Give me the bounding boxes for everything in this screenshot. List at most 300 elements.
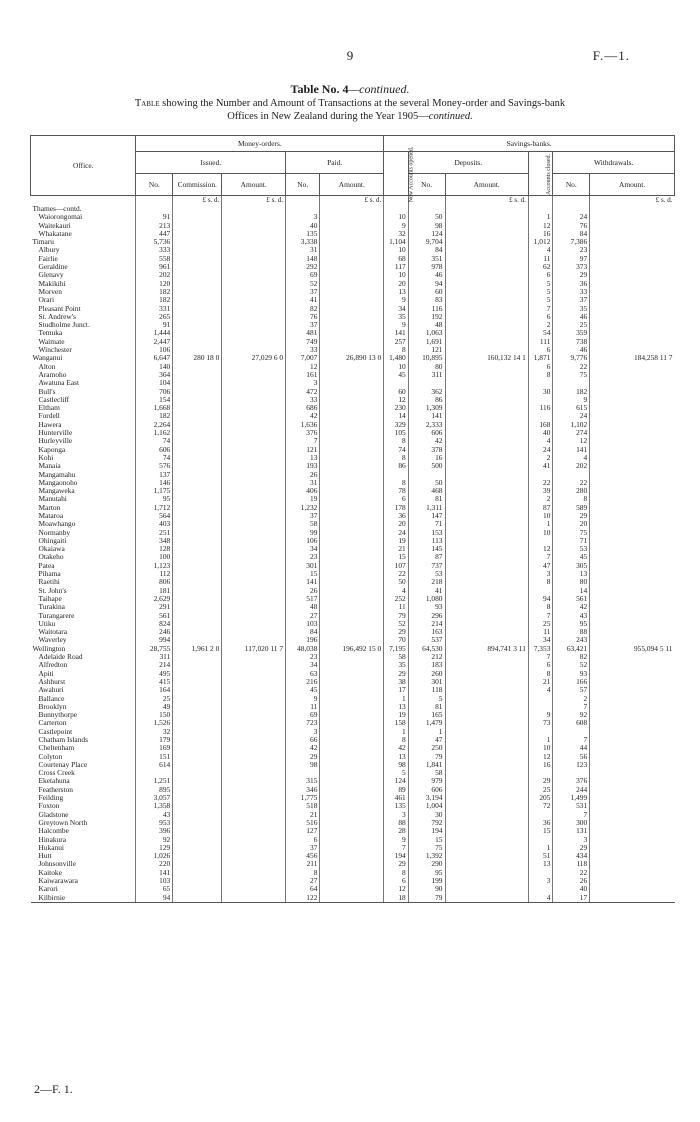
- cell-withdrawals-amount: [590, 487, 675, 495]
- cell-deposits-no: 87: [408, 553, 445, 561]
- cell-deposits-no: 3,194: [408, 794, 445, 802]
- cell-issued-no: 606: [136, 446, 173, 454]
- cell-paid-amount: [320, 852, 384, 860]
- cell-issued-no: 112: [136, 570, 173, 578]
- cell-new-accounts: 78: [384, 487, 409, 495]
- cell-office: Fordell: [38, 411, 60, 421]
- cell-paid-amount: [320, 321, 384, 329]
- cell-deposits-amount: [445, 537, 528, 545]
- cell-commission: [173, 296, 222, 304]
- cell-deposits-no: 468: [408, 487, 445, 495]
- cell-issued-amount: [222, 612, 286, 620]
- document-reference: F.—1.: [592, 48, 630, 63]
- cell-paid-no: 518: [286, 802, 320, 810]
- table-row: [31, 520, 675, 528]
- cell-commission: [173, 686, 222, 694]
- cell-withdrawals-no: 376: [553, 777, 590, 785]
- cell-withdrawals-amount: [590, 811, 675, 819]
- col-withdrawals-amount: Amount.: [590, 174, 675, 196]
- cell-accounts-closed: 73: [528, 719, 553, 727]
- cell-paid-amount: [320, 562, 384, 570]
- unit-pound: £: [655, 196, 660, 205]
- cell-new-accounts: 10: [384, 246, 409, 254]
- cell-paid-amount: [320, 802, 384, 810]
- cell-paid-amount: [320, 529, 384, 537]
- cell-deposits-no: 79: [408, 894, 445, 903]
- cell-paid-amount: [320, 255, 384, 263]
- cell-commission: [173, 753, 222, 761]
- cell-deposits-amount: [445, 371, 528, 379]
- cell-withdrawals-amount: [590, 255, 675, 263]
- cell-withdrawals-no: 1,102: [553, 421, 590, 429]
- cell-withdrawals-no: 75: [553, 371, 590, 379]
- cell-withdrawals-amount: [590, 802, 675, 810]
- cell-office: Halcombe: [38, 826, 69, 836]
- cell-deposits-amount: [445, 578, 528, 586]
- cell-issued-no: 5,736: [136, 238, 173, 246]
- cell-accounts-closed: 22: [528, 479, 553, 487]
- cell-deposits-no: 42: [408, 437, 445, 445]
- cell-paid-amount: 26,890 13 0: [320, 354, 384, 362]
- cell-paid-no: 98: [286, 761, 320, 769]
- cell-accounts-closed: 25: [528, 620, 553, 628]
- cell-issued-no: 214: [136, 661, 173, 669]
- cell-issued-no: 2,264: [136, 421, 173, 429]
- cell-deposits-amount: [445, 703, 528, 711]
- transactions-table: [30, 135, 675, 903]
- cell-paid-amount: [320, 230, 384, 238]
- cell-paid-amount: [320, 404, 384, 412]
- cell-commission: [173, 238, 222, 246]
- cell-accounts-closed: 54: [528, 329, 553, 337]
- cell-new-accounts: 35: [384, 313, 409, 321]
- cell-commission: [173, 786, 222, 794]
- cell-paid-no: 42: [286, 744, 320, 752]
- cell-new-accounts: 35: [384, 661, 409, 669]
- cell-new-accounts: 13: [384, 703, 409, 711]
- cell-withdrawals-no: 43: [553, 612, 590, 620]
- cell-deposits-no: 64,530: [408, 645, 445, 653]
- cell-withdrawals-no: 561: [553, 595, 590, 603]
- cell-paid-amount: [320, 313, 384, 321]
- cell-new-accounts: 12: [384, 396, 409, 404]
- cell-new-accounts: 10: [384, 271, 409, 279]
- cell-office: Alton: [38, 361, 56, 371]
- cell-issued-amount: [222, 479, 286, 487]
- cell-paid-no: 376: [286, 429, 320, 437]
- cell-issued-amount: [222, 404, 286, 412]
- cell-deposits-no: 79: [408, 753, 445, 761]
- cell-issued-amount: [222, 802, 286, 810]
- cell-issued-amount: [222, 313, 286, 321]
- cell-paid-amount: [320, 462, 384, 470]
- cell-deposits-no: 1,080: [408, 595, 445, 603]
- cell-withdrawals-amount: [590, 479, 675, 487]
- cell-paid-no: 37: [286, 321, 320, 329]
- cell-paid-no: 481: [286, 329, 320, 337]
- cell-issued-no: 169: [136, 744, 173, 752]
- col-withdrawals: Withdrawals.: [553, 152, 675, 174]
- cell-deposits-amount: [445, 869, 528, 877]
- cell-accounts-closed: 1: [528, 520, 553, 528]
- cell-accounts-closed: 39: [528, 487, 553, 495]
- cell-commission: [173, 628, 222, 636]
- cell-paid-amount: [320, 305, 384, 313]
- cell-commission: [173, 412, 222, 420]
- cell-withdrawals-no: 14: [553, 587, 590, 595]
- cell-office: Foxton: [38, 801, 60, 811]
- cell-issued-amount: [222, 728, 286, 736]
- cell-paid-amount: [320, 661, 384, 669]
- cell-withdrawals-no: 434: [553, 852, 590, 860]
- cell-office: Manaia: [38, 461, 61, 471]
- cell-new-accounts: 32: [384, 230, 409, 238]
- cell-issued-amount: [222, 819, 286, 827]
- cell-accounts-closed: 72: [528, 802, 553, 810]
- cell-new-accounts: 124: [384, 777, 409, 785]
- cell-paid-no: 52: [286, 280, 320, 288]
- cell-deposits-amount: [445, 462, 528, 470]
- cell-issued-no: 1,444: [136, 329, 173, 337]
- cell-commission: [173, 338, 222, 346]
- cell-deposits-no: 16: [408, 454, 445, 462]
- cell-withdrawals-no: 23: [553, 246, 590, 254]
- cell-deposits-no: 153: [408, 529, 445, 537]
- cell-commission: [173, 437, 222, 445]
- cell-accounts-closed: 168: [528, 421, 553, 429]
- cell-new-accounts: 3: [384, 811, 409, 819]
- cell-issued-amount: [222, 495, 286, 503]
- cell-issued-amount: [222, 329, 286, 337]
- table-row: [31, 645, 675, 653]
- cell-deposits-amount: [445, 471, 528, 479]
- cell-commission: [173, 703, 222, 711]
- table-row: [31, 744, 675, 752]
- cell-issued-amount: [222, 230, 286, 238]
- cell-withdrawals-amount: [590, 695, 675, 703]
- cell-issued-no: 1,668: [136, 404, 173, 412]
- cell-accounts-closed: 6: [528, 346, 553, 354]
- cell-paid-amount: [320, 811, 384, 819]
- cell-deposits-amount: [445, 396, 528, 404]
- cell-commission: [173, 462, 222, 470]
- cell-withdrawals-amount: [590, 263, 675, 271]
- cell-paid-amount: [320, 296, 384, 304]
- cell-deposits-no: 5: [408, 695, 445, 703]
- cell-office: Geraldine: [38, 262, 68, 272]
- cell-withdrawals-no: 26: [553, 877, 590, 885]
- cell-commission: [173, 711, 222, 719]
- cell-paid-amount: [320, 612, 384, 620]
- cell-withdrawals-amount: [590, 529, 675, 537]
- cell-withdrawals-amount: [590, 794, 675, 802]
- table-row: [31, 471, 675, 479]
- cell-issued-amount: [222, 388, 286, 396]
- cell-issued-no: 150: [136, 711, 173, 719]
- cell-paid-amount: [320, 537, 384, 545]
- cell-office: Kaitoke: [38, 867, 62, 877]
- table-row: [31, 504, 675, 512]
- cell-new-accounts: 42: [384, 744, 409, 752]
- col-money-orders: Money-orders.: [136, 136, 384, 152]
- cell-accounts-closed: 11: [528, 628, 553, 636]
- cell-issued-amount: [222, 379, 286, 387]
- cell-withdrawals-amount: [590, 230, 675, 238]
- cell-issued-no: 576: [136, 462, 173, 470]
- cell-deposits-amount: [445, 553, 528, 561]
- cell-withdrawals-amount: [590, 288, 675, 296]
- cell-paid-no: 34: [286, 661, 320, 669]
- cell-commission: [173, 371, 222, 379]
- cell-office: Marton: [38, 502, 61, 512]
- cell-withdrawals-amount: [590, 736, 675, 744]
- cell-paid-no: 517: [286, 595, 320, 603]
- cell-commission: [173, 728, 222, 736]
- cell-deposits-amount: [445, 587, 528, 595]
- cell-accounts-closed: 6: [528, 313, 553, 321]
- cell-accounts-closed: 8: [528, 603, 553, 611]
- cell-withdrawals-amount: [590, 545, 675, 553]
- cell-deposits-no: 141: [408, 412, 445, 420]
- cell-office: Carterton: [38, 718, 67, 728]
- cell-office: Kaiwarawara: [38, 876, 78, 886]
- cell-deposits-amount: [445, 711, 528, 719]
- cell-issued-no: 182: [136, 296, 173, 304]
- page-header: [0, 48, 700, 62]
- units-issued-amount: [222, 196, 286, 206]
- cell-issued-no: 364: [136, 371, 173, 379]
- cell-issued-amount: [222, 786, 286, 794]
- cell-accounts-closed: 7: [528, 305, 553, 313]
- cell-deposits-amount: [445, 321, 528, 329]
- cell-withdrawals-amount: [590, 578, 675, 586]
- cell-office: Timaru: [32, 237, 54, 247]
- cell-paid-amount: [320, 446, 384, 454]
- cell-issued-no: 181: [136, 587, 173, 595]
- cell-accounts-closed: 21: [528, 678, 553, 686]
- table-row: [31, 827, 675, 835]
- cell-paid-amount: [320, 869, 384, 877]
- cell-paid-no: 19: [286, 495, 320, 503]
- cell-accounts-closed: 30: [528, 388, 553, 396]
- cell-withdrawals-amount: [590, 761, 675, 769]
- cell-withdrawals-amount: [590, 313, 675, 321]
- cell-issued-amount: [222, 827, 286, 835]
- cell-issued-amount: [222, 711, 286, 719]
- cell-issued-no: 100: [136, 553, 173, 561]
- cell-issued-amount: [222, 670, 286, 678]
- cell-paid-no: 42: [286, 412, 320, 420]
- cell-commission: [173, 487, 222, 495]
- cell-paid-amount: [320, 703, 384, 711]
- cell-deposits-no: 41: [408, 587, 445, 595]
- cell-commission: [173, 388, 222, 396]
- cell-new-accounts: 22: [384, 570, 409, 578]
- cell-deposits-amount: [445, 222, 528, 230]
- cell-withdrawals-no: 305: [553, 562, 590, 570]
- cell-withdrawals-no: 244: [553, 786, 590, 794]
- cell-issued-amount: [222, 844, 286, 852]
- cell-paid-no: 211: [286, 860, 320, 868]
- cell-accounts-closed: 7,353: [528, 645, 553, 653]
- cell-paid-amount: [320, 728, 384, 736]
- cell-withdrawals-no: 80: [553, 578, 590, 586]
- cell-issued-amount: [222, 205, 286, 213]
- cell-withdrawals-amount: 184,258 11 7: [590, 354, 675, 362]
- cell-deposits-no: 250: [408, 744, 445, 752]
- cell-accounts-closed: 4: [528, 894, 553, 903]
- cell-issued-no: 2,447: [136, 338, 173, 346]
- cell-issued-no: 43: [136, 811, 173, 819]
- cell-commission: [173, 321, 222, 329]
- cell-issued-no: 129: [136, 844, 173, 852]
- cell-withdrawals-no: 2: [553, 695, 590, 703]
- cell-new-accounts: 36: [384, 512, 409, 520]
- cell-commission: [173, 255, 222, 263]
- cell-paid-amount: [320, 553, 384, 561]
- cell-accounts-closed: 4: [528, 437, 553, 445]
- cell-paid-no: 3: [286, 379, 320, 387]
- cell-office: St. Andrew's: [38, 311, 76, 321]
- cell-paid-no: 516: [286, 819, 320, 827]
- cell-withdrawals-amount: [590, 670, 675, 678]
- table-row: [31, 736, 675, 744]
- cell-issued-amount: [222, 263, 286, 271]
- cell-new-accounts: 9: [384, 836, 409, 844]
- cell-commission: [173, 404, 222, 412]
- cell-paid-no: 103: [286, 620, 320, 628]
- cell-issued-amount: [222, 437, 286, 445]
- cell-commission: [173, 545, 222, 553]
- cell-withdrawals-no: 24: [553, 213, 590, 221]
- table-row: [31, 703, 675, 711]
- table-row: [31, 678, 675, 686]
- cell-issued-amount: [222, 255, 286, 263]
- cell-withdrawals-amount: [590, 246, 675, 254]
- unit-sd: s. d.: [661, 196, 673, 205]
- cell-new-accounts: 34: [384, 305, 409, 313]
- cell-accounts-closed: 51: [528, 852, 553, 860]
- cell-accounts-closed: 10: [528, 512, 553, 520]
- cell-commission: [173, 363, 222, 371]
- cell-paid-no: 33: [286, 346, 320, 354]
- cell-deposits-no: 81: [408, 495, 445, 503]
- col-accounts-closed: [528, 152, 553, 196]
- cell-commission: [173, 719, 222, 727]
- cell-commission: [173, 562, 222, 570]
- cell-issued-no: 140: [136, 363, 173, 371]
- cell-issued-no: 74: [136, 437, 173, 445]
- cell-issued-no: 251: [136, 529, 173, 537]
- cell-accounts-closed: 111: [528, 338, 553, 346]
- cell-accounts-closed: 1,871: [528, 354, 553, 362]
- cell-paid-amount: [320, 363, 384, 371]
- cell-withdrawals-no: 274: [553, 429, 590, 437]
- table-row: [31, 728, 675, 736]
- cell-commission: [173, 769, 222, 777]
- cell-withdrawals-amount: [590, 612, 675, 620]
- cell-office: Ashhurst: [38, 676, 66, 686]
- cell-deposits-no: 80: [408, 363, 445, 371]
- cell-office: Mangamahu: [38, 469, 76, 479]
- cell-withdrawals-amount: [590, 852, 675, 860]
- cell-issued-no: 120: [136, 280, 173, 288]
- cell-issued-no: 213: [136, 222, 173, 230]
- cell-deposits-no: 737: [408, 562, 445, 570]
- cell-withdrawals-amount: [590, 412, 675, 420]
- cell-withdrawals-amount: [590, 620, 675, 628]
- col-deposits-no: No.: [408, 174, 445, 196]
- cell-deposits-no: 212: [408, 653, 445, 661]
- cell-issued-amount: [222, 520, 286, 528]
- cell-deposits-amount: [445, 620, 528, 628]
- cell-deposits-no: 351: [408, 255, 445, 263]
- cell-new-accounts: 7,195: [384, 645, 409, 653]
- cell-deposits-no: 362: [408, 388, 445, 396]
- cell-commission: [173, 844, 222, 852]
- cell-issued-amount: [222, 595, 286, 603]
- cell-issued-no: 1,358: [136, 802, 173, 810]
- cell-paid-no: 31: [286, 246, 320, 254]
- cell-paid-no: 23: [286, 553, 320, 561]
- table-row: [31, 222, 675, 230]
- cell-issued-no: 415: [136, 678, 173, 686]
- cell-paid-no: 346: [286, 786, 320, 794]
- cell-paid-no: 301: [286, 562, 320, 570]
- cell-deposits-amount: [445, 296, 528, 304]
- cell-withdrawals-amount: [590, 595, 675, 603]
- cell-withdrawals-no: 300: [553, 819, 590, 827]
- cell-withdrawals-no: 25: [553, 321, 590, 329]
- unit-sd: s. d.: [514, 196, 526, 205]
- cell-paid-amount: [320, 653, 384, 661]
- cell-deposits-no: 83: [408, 296, 445, 304]
- cell-commission: [173, 761, 222, 769]
- cell-issued-no: 2,629: [136, 595, 173, 603]
- cell-withdrawals-amount: [590, 860, 675, 868]
- caption-lead: Table: [134, 98, 160, 109]
- units-deposit-amount: [445, 196, 528, 206]
- cell-deposits-amount: [445, 744, 528, 752]
- cell-commission: 280 18 0: [173, 354, 222, 362]
- cell-paid-amount: [320, 329, 384, 337]
- cell-accounts-closed: 6: [528, 271, 553, 279]
- cell-new-accounts: 8: [384, 454, 409, 462]
- cell-paid-no: 21: [286, 811, 320, 819]
- cell-new-accounts: 194: [384, 852, 409, 860]
- cell-paid-no: 45: [286, 686, 320, 694]
- cell-accounts-closed: 1: [528, 844, 553, 852]
- cell-office: St. John's: [38, 585, 67, 595]
- cell-issued-amount: [222, 305, 286, 313]
- cell-new-accounts: 178: [384, 504, 409, 512]
- cell-paid-no: 26: [286, 471, 320, 479]
- cell-new-accounts: 5: [384, 769, 409, 777]
- cell-paid-amount: 196,492 15 0: [320, 645, 384, 653]
- cell-deposits-amount: [445, 678, 528, 686]
- cell-withdrawals-no: 84: [553, 230, 590, 238]
- cell-paid-amount: [320, 454, 384, 462]
- cell-office: Winchester: [38, 345, 72, 355]
- cell-deposits-amount: [445, 545, 528, 553]
- cell-paid-amount: [320, 495, 384, 503]
- cell-deposits-amount: [445, 860, 528, 868]
- cell-withdrawals-no: 13: [553, 570, 590, 578]
- cell-issued-amount: [222, 869, 286, 877]
- cell-paid-amount: [320, 894, 384, 903]
- cell-deposits-no: 75: [408, 844, 445, 852]
- cell-withdrawals-no: 166: [553, 678, 590, 686]
